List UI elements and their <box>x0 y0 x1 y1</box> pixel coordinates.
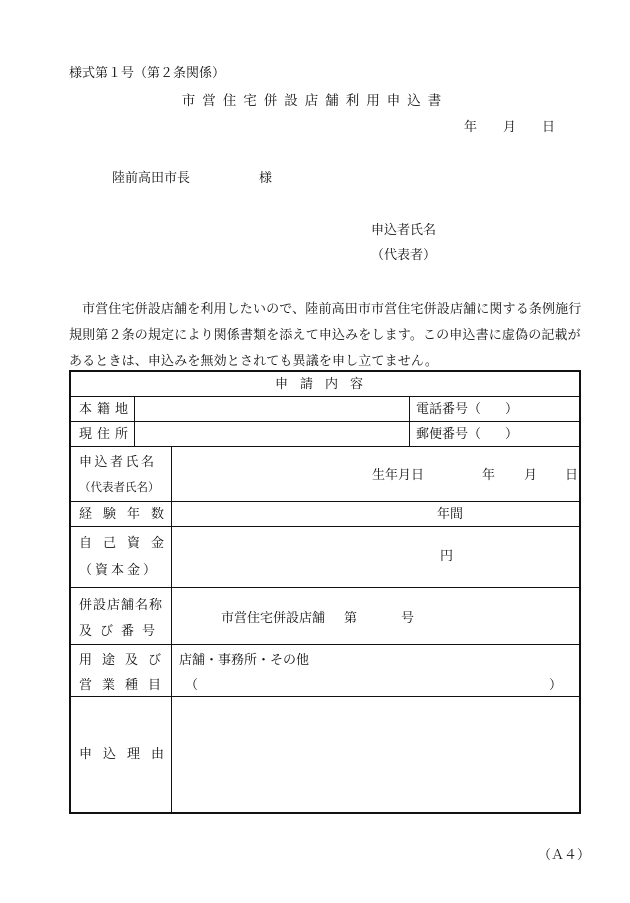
row-divider <box>71 421 579 422</box>
row-divider <box>71 446 579 447</box>
honorific: 様 <box>259 171 273 186</box>
addressee: 陸前高田市長 <box>112 171 191 186</box>
row-divider <box>71 644 579 645</box>
column-divider <box>409 396 410 446</box>
date-month-label: 月 <box>503 120 517 135</box>
usage-label-line1: 用途及び <box>79 653 172 668</box>
postal-close: ） <box>505 427 519 442</box>
table-heading: 申請内容 <box>274 377 375 392</box>
domicile-label: 本籍地 <box>79 402 134 417</box>
birth-day-label: 日 <box>565 468 579 483</box>
paper-size-label: （Ａ４） <box>538 848 591 863</box>
row-divider <box>71 696 579 697</box>
address-label: 現住所 <box>79 427 134 442</box>
experience-unit: 年間 <box>437 507 464 522</box>
birth-year-label: 年 <box>482 468 496 483</box>
column-divider <box>134 396 135 446</box>
funds-sublabel: （資本金） <box>79 563 160 578</box>
application-table <box>69 370 581 814</box>
store-label-line2: 及び番号 <box>79 624 164 639</box>
usage-paren-open: （ <box>185 678 199 693</box>
birthdate-label: 生年月日 <box>372 468 425 483</box>
store-label-line1: 併設店舗名称 <box>79 598 164 613</box>
form-number: 様式第１号（第２条関係） <box>69 66 226 81</box>
date-year-label: 年 <box>464 120 478 135</box>
representative-label: （代表者） <box>371 248 437 263</box>
reason-label: 申込理由 <box>79 747 176 762</box>
phone-label: 電話番号（ <box>416 402 482 417</box>
usage-paren-close: ） <box>549 678 563 693</box>
birth-month-label: 月 <box>524 468 538 483</box>
store-dai: 第 <box>344 611 358 626</box>
postal-label: 郵便番号（ <box>416 427 482 442</box>
form-title: 市営住宅併設店舗利用申込書 <box>181 93 449 109</box>
applicant-sublabel: （代表者氏名） <box>79 480 160 494</box>
date-day-label: 日 <box>542 120 556 135</box>
applicant-label: 申込者氏名 <box>79 455 157 470</box>
row-divider <box>71 501 579 502</box>
experience-label: 経験年数 <box>79 507 176 522</box>
row-divider <box>71 396 579 397</box>
funds-unit: 円 <box>440 549 454 564</box>
row-divider <box>71 587 579 588</box>
store-prefix: 市営住宅併設店舗 <box>221 611 326 626</box>
applicant-name-label: 申込者氏名 <box>371 223 437 238</box>
statement-paragraph: 市営住宅併設店舗を利用したいので、陸前高田市市営住宅併設店舗に関する条例施行規則第２条の規定により関係書類を添えて申込みをします。この申込書に虚偽の記載があるときは、申込みを無効とされても異議を申し立てません。 <box>69 302 582 369</box>
usage-options: 店舗・事務所・その他 <box>179 653 310 668</box>
funds-label: 自己資金 <box>79 536 176 551</box>
store-go: 号 <box>401 611 415 626</box>
usage-label-line2: 営業種目 <box>79 678 172 693</box>
row-divider <box>71 526 579 527</box>
phone-close: ） <box>505 402 519 417</box>
